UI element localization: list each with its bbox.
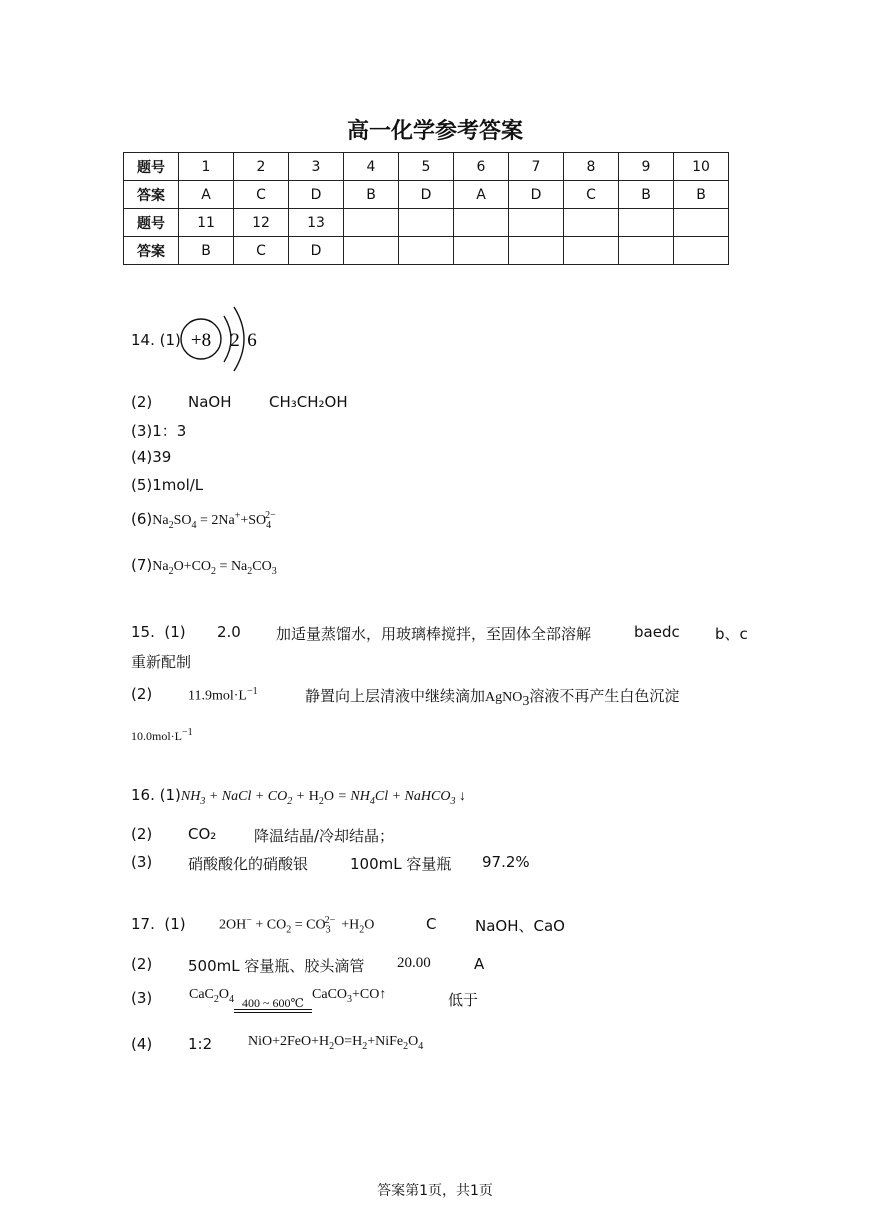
table-row-header: 题号 <box>124 209 179 237</box>
table-cell: B <box>344 181 399 209</box>
q14-p2-label: (2) <box>131 393 153 411</box>
q17-p4-label: (4) <box>131 1035 153 1053</box>
table-cell: 5 <box>399 153 454 181</box>
q17-a1-3: NaOH、CaO <box>475 917 565 935</box>
q15-a1: 2.0 <box>217 623 241 641</box>
table-cell: C <box>234 237 289 265</box>
q15-a5: 重新配制 <box>131 653 192 671</box>
equation-hou-process: $NH_3$ + NaCl + $CO_2 + H_2O = NH_4Cl$ + NaHCO$_3$ ↓ <box>180 789 466 807</box>
q14-p6: $(6)Na_2SO_4 = 2Na^++SO_4^{2-}$ <box>131 510 282 531</box>
table-cell: B <box>179 237 234 265</box>
table-cell <box>509 237 564 265</box>
q16-a3-1: 硝酸酸化的硝酸银 <box>188 855 309 873</box>
q17-a1-2: C <box>426 915 437 933</box>
q17-a4-1: 1:2 <box>188 1035 213 1053</box>
q14-p4: (4)39 <box>131 448 172 466</box>
q17-a1-1: $2OH^- + CO_2 = CO_3^{2-} +H_2O$ <box>219 915 375 936</box>
table-row <box>124 153 729 181</box>
oxygen-atom-structure-diagram <box>178 300 268 380</box>
shell2-label: 6 <box>247 330 257 351</box>
q17-a3-2: 低于 <box>448 991 479 1009</box>
table-cell <box>619 209 674 237</box>
equation-ionization: $Na_2SO_4 = 2Na^++SO_4^{2-}$ <box>152 510 276 531</box>
table-row <box>124 209 729 237</box>
table-cell: 13 <box>289 209 344 237</box>
q16-p1: 16. $(1)NH_3$ + NaCl + $CO_2 + H_2O = NH_4Cl$ + NaHCO$_3$ ↓ <box>131 786 466 807</box>
q17-p2-label: (2) <box>131 955 153 973</box>
table-row-header: 答案 <box>124 181 179 209</box>
table-cell: 8 <box>564 153 619 181</box>
q16-a3-2: 100mL 容量瓶 <box>350 855 452 873</box>
table-cell <box>454 209 509 237</box>
q16-a2-1: CO₂ <box>188 825 217 843</box>
q15-b2: 静置向上层清液中继续滴加AgNO$_3$溶液不再产生白色沉淀 <box>305 687 680 709</box>
table-cell: 1 <box>179 153 234 181</box>
q15-a3: baedc <box>634 623 680 641</box>
page-footer: 答案第1页，共1页 <box>377 1183 493 1199</box>
q16-p2-label: (2) <box>131 825 153 843</box>
table-cell <box>454 237 509 265</box>
table-cell: B <box>619 181 674 209</box>
q15-number: 15. (1) <box>131 623 186 641</box>
table-cell <box>564 237 619 265</box>
reaction-condition: 400 ~ 600℃ <box>242 995 304 1010</box>
shell1-label: 2 <box>230 330 240 351</box>
table-cell: 4 <box>344 153 399 181</box>
equation-reaction: $Na_2O+CO_2 = Na_2CO_3$ <box>152 559 277 577</box>
table-cell: 10 <box>674 153 729 181</box>
table-cell: D <box>289 237 344 265</box>
q16-a2-2: 降温结晶/冷却结晶； <box>254 827 395 845</box>
q16-p3-label: (3) <box>131 853 153 871</box>
q15-a4: b、c <box>715 625 748 643</box>
table-cell: B <box>674 181 729 209</box>
table-cell: 3 <box>289 153 344 181</box>
table-cell: 2 <box>234 153 289 181</box>
q17-a3-1: $CaC_2O_4$ 400 ~ 600℃ CaCO$_3$+CO↑ <box>189 974 386 1021</box>
table-cell: 11 <box>179 209 234 237</box>
table-cell <box>619 237 674 265</box>
table-cell <box>509 209 564 237</box>
table-cell <box>399 237 454 265</box>
q17-a2-3: A <box>474 955 485 973</box>
q14-number: 14. (1) <box>131 331 181 349</box>
table-cell: C <box>234 181 289 209</box>
q14-p5: (5)1mol/L <box>131 476 204 494</box>
table-cell <box>674 209 729 237</box>
table-cell: 12 <box>234 209 289 237</box>
table-cell <box>344 237 399 265</box>
table-cell: 6 <box>454 153 509 181</box>
page-title: 高一化学参考答案 <box>346 119 523 144</box>
table-cell: C <box>564 181 619 209</box>
table-row <box>124 237 729 265</box>
q15-b1: $11.9mol\cdot L^{-1}$ <box>188 686 258 704</box>
q17-a4-2: $NiO+2FeO+H_2O=H_2+NiFe_2O_4$ <box>248 1034 424 1052</box>
nucleus-label: +8 <box>190 330 212 351</box>
table-cell: A <box>454 181 509 209</box>
table-cell <box>674 237 729 265</box>
table-row-header: 题号 <box>124 153 179 181</box>
table-cell: D <box>509 181 564 209</box>
q17-a2-1: 500mL 容量瓶、胶头滴管 <box>188 957 365 975</box>
q17-a2-2: 20.00 <box>397 955 431 971</box>
q15-b3: $10.0mol\cdot L^{-1}$ <box>131 727 193 743</box>
q14-p2-answer-b: CH₃CH₂OH <box>269 393 348 411</box>
table-cell: 9 <box>619 153 674 181</box>
q15-p2-label: (2) <box>131 685 153 703</box>
q14-p7: $(7)Na_2O+CO_2 = Na_2CO_3$ <box>131 556 277 577</box>
q14-p2-answer-a: NaOH <box>188 393 232 411</box>
table-cell: A <box>179 181 234 209</box>
table-row-header: 答案 <box>124 237 179 265</box>
table-cell <box>564 209 619 237</box>
table-row <box>124 181 729 209</box>
q15-a2: 加适量蒸馏水，用玻璃棒搅拌，至固体全部溶解 <box>276 625 592 643</box>
answer-table <box>123 152 729 265</box>
table-cell: D <box>399 181 454 209</box>
q14-p3: (3)1：3 <box>131 422 187 440</box>
q17-p3-label: (3) <box>131 989 153 1007</box>
table-cell: D <box>289 181 344 209</box>
table-cell: 7 <box>509 153 564 181</box>
q16-a3-3: 97.2% <box>482 853 530 871</box>
q17-number: 17. (1) <box>131 915 186 933</box>
table-cell <box>399 209 454 237</box>
table-cell <box>344 209 399 237</box>
